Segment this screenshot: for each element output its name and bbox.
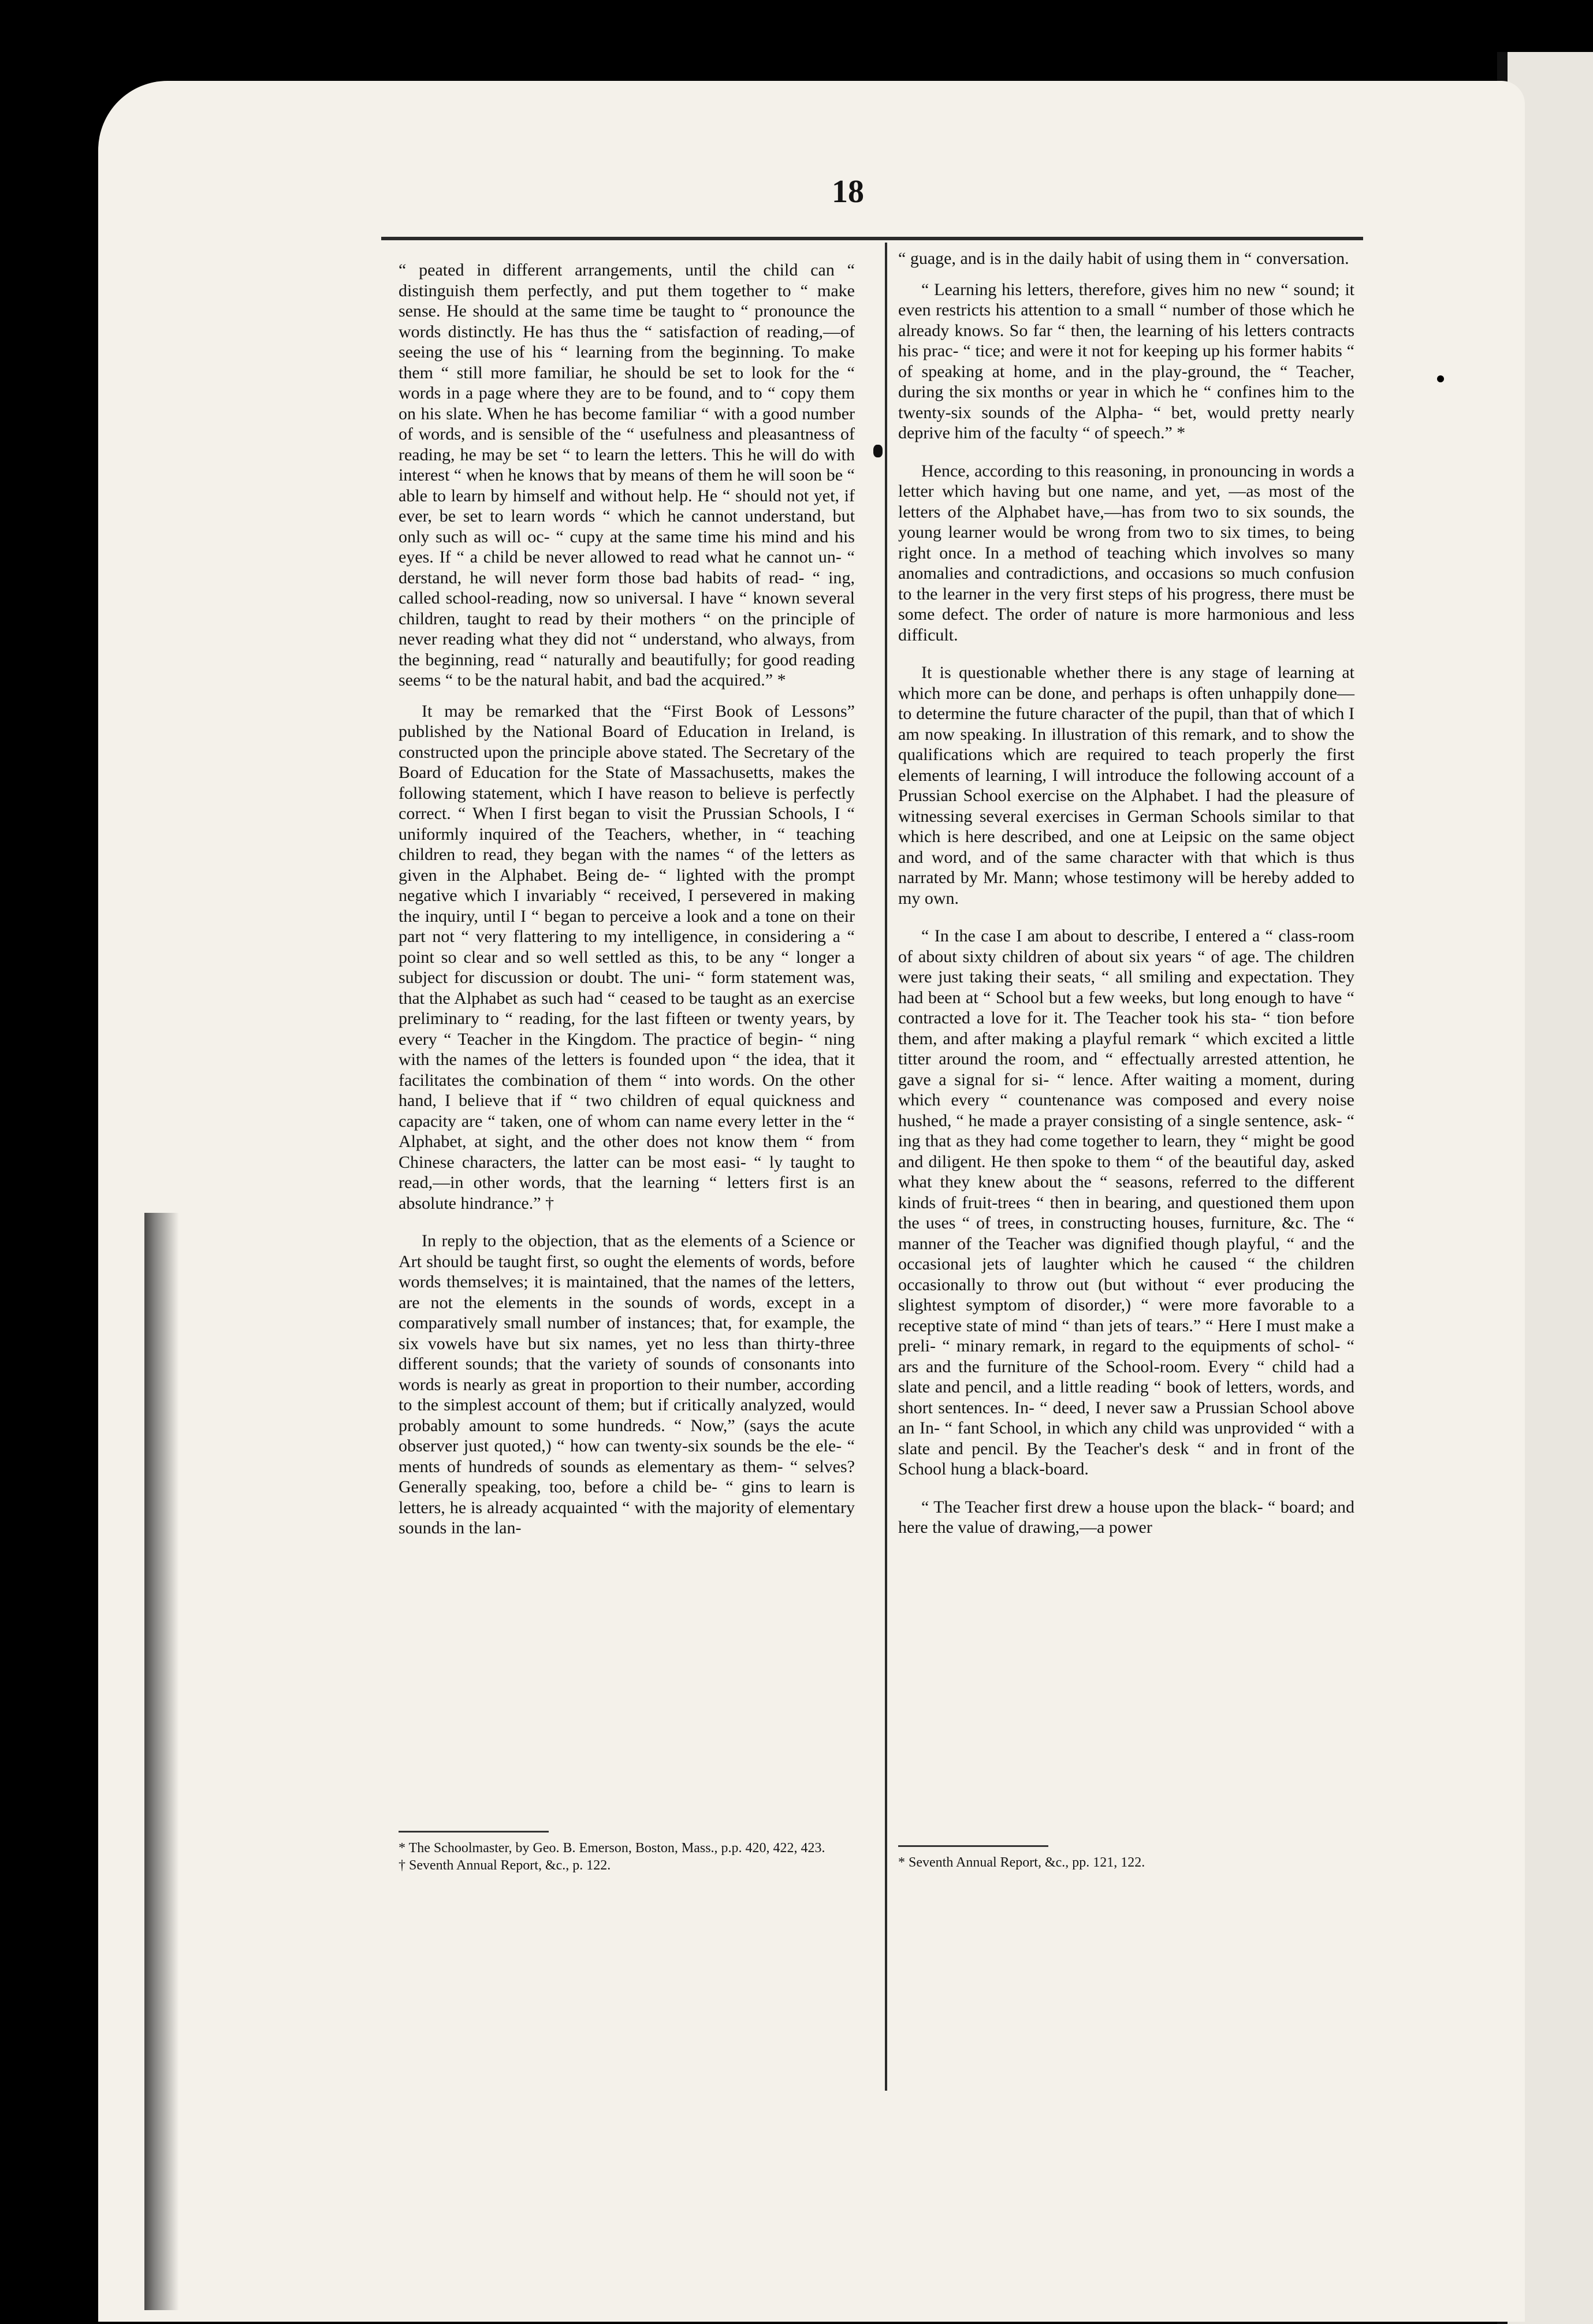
paragraph: “ The Teacher first drew a house upon the black- “ board; and here the value of drawing,—a power (898, 1497, 1354, 1537)
footnote: * The Schoolmaster, by Geo. B. Emerson, Boston, Mass., p.p. 420, 422, 423. (399, 1841, 825, 1856)
paragraph: “ peated in different arrangements, until the child can “ distinguish them perfectly, and put them together to “ make sense. He should at the same time be taught to “ pronounce the words distinctly. He has thus the “ satisfaction of reading,—of seeing the use of his “ learning from the beginning. To make them “ still more familiar, he should be set to look for the “ words in a page where they are to be found, and to “ copy them on his slate. When he has become familiar “ with a good number of words, and is sensible of the “ usefulness and pleasantness of reading, he may be set “ to learn the letters. This he will do with interest “ when he knows that by means of them he will soon be “ able to learn by himself and without help. He “ should not yet, if ever, be set to learn words “ which he cannot understand, but only such as will oc- “ cupy at the same time his mind and his eyes. If “ a child be never allowed to read what he cannot un- “ derstand, he will never form those bad habits of read- “ ing, called school-reading, now so universal. I have “ known several children, taught to read by their mothers “ on the principle of never reading what they did not “ understand, who always, from the beginning, read “ naturally and beautifully; for good reading seems “ to be the natural habit, and bad the acquired.” * (399, 260, 855, 690)
ink-blot (873, 445, 883, 457)
footnote-rule (399, 1831, 549, 1833)
page-binding-shadow (144, 1213, 179, 2310)
paragraph: In reply to the objection, that as the elements of a Science or Art should be taught first, so ought the elements of words, before words themselves; it is maintained, that the names of the letters, are not the elements in the sounds of words, except in a comparatively small number of instances; that, for example, the six vowels have but six names, yet no less than thirty-three different sounds; that the variety of sounds of consonants into words is nearly as great in proportion to their number, according to the simplest account of them; but if critically analyzed, would probably amount to some hundreds. “ Now,” (says the acute observer just quoted,) “ how can twenty-six sounds be the ele- “ ments of hundreds of sounds as elementary as them- “ selves? Generally speaking, too, before a child be- “ gins to learn is letters, he is already acquainted “ with the majority of elementary sounds in the lan- (399, 1231, 855, 1537)
ink-speck (1437, 375, 1444, 382)
paragraph: Hence, according to this reasoning, in pronouncing in words a letter which having but one name, and yet, —as most of the letters of the Alphabet have,—has from two to six sounds, the young learner would be wrong from two to six times, to being right once. In a method of teaching which involves so many anomalies and contradictions, and occasions so much confusion to the learner in the very first steps of his progress, there must be some defect. The order of nature is more harmonious and less difficult. (898, 461, 1354, 645)
column-divider (885, 243, 887, 2091)
paragraph: “ Learning his letters, therefore, gives him no new “ sound; it even restricts his attention to a small “ number of those which he already knows. So far “ then, the learning of his letters contracts his prac- “ tice; and were it not for keeping up his former habits “ of speaking at home, and in the play-ground, the “ Teacher, during the six months or year in which he “ confines him to the twenty-six sounds of the Alpha- “ bet, would pretty nearly deprive him of the faculty “ of speech.” * (898, 280, 1354, 442)
footnote: † Seventh Annual Report, &c., p. 122. (399, 1858, 611, 1873)
left-footnotes (399, 1825, 855, 1874)
left-column (399, 260, 855, 1556)
footnote: * Seventh Annual Report, &c., pp. 121, 122. (898, 1855, 1145, 1870)
paragraph: “ In the case I am about to describe, I entered a “ class-room of about sixty children of about six years “ of age. The children were just taking their seats, “ all smiling and expectation. They had been at “ School but a few weeks, but long enough to have “ contracted a love for it. The Teacher took his sta- “ tion before them, and after making a playful remark “ which excited a little titter around the room, and “ effectually arrested attention, he gave a signal for si- “ lence. After waiting a moment, during which every “ countenance was composed and every noise hushed, “ he made a prayer consisting of a single sentence, ask- “ ing that as they had come together to learn, they “ might be good and diligent. He then spoke to them “ of the beautiful day, asked what they knew about the “ seasons, referred to the different kinds of fruit-trees “ then in bearing, and questioned them upon the uses “ of trees, in constructing houses, furniture, &c. The “ manner of the Teacher was dignified though playful, “ and the occasional jets of laughter which he caused “ the children occasionally to throw out (but without “ ever producing the slightest symptom of disorder,) “ were more favorable to a receptive state of mind “ than jets of tears.” “ Here I must make a preli- “ minary remark, in regard to the equipments of schol- “ ars and the furniture of the School-room. Every “ child had a slate and pencil, and a little reading “ book of letters, words, and short sentences. In- “ deed, I never saw a Prussian School above an In- “ fant School, in which any child was unprovided “ with a slate and pencil. By the Teacher's desk “ and in front of the School hung a black-board. (898, 926, 1354, 1478)
paragraph: It may be remarked that the “First Book of Lessons” published by the National Board of Education in Ireland, is constructed upon the principle above stated. The Secretary of the Board of Education for the State of Massachusetts, makes the following statement, which I have reason to believe is perfectly correct. “ When I first began to visit the Prussian Schools, I “ uniformly inquired of the Teachers, whether, in “ teaching children to read, they began with the names “ of the letters as given in the Alphabet. Being de- “ lighted with the prompt negative which I invariably “ received, I persevered in making the inquiry, until I “ began to perceive a look and a tone on their part not “ very flattering to my intelligence, in considering a “ point so clear and so well settled as this, to be any “ longer a subject for discussion or doubt. The uni- “ form statement was, that the Alphabet as such had “ ceased to be taught as an exercise preliminary to “ reading, for the last fifteen or twenty years, by every “ Teacher in the Kingdom. The practice of begin- “ ning with the names of the letters is founded upon “ the idea, that it facilitates the combination of them “ into words. On the other hand, I believe that if “ two children of equal quickness and capacity are “ taken, one of whom can name every letter in the “ Alphabet, at sight, and the other does not know them “ from Chinese characters, the latter can be most easi- “ ly taught to read,—in other words, that the learning “ letters first is an absolute hindrance.” † (399, 701, 855, 1213)
footnote-rule (898, 1845, 1048, 1847)
header-rule (381, 237, 1363, 240)
paragraph: “ guage, and is in the daily habit of using them in “ conversation. (898, 249, 1349, 268)
right-column (898, 248, 1354, 1555)
paragraph: It is questionable whether there is any stage of learning at which more can be done, and perhaps is often unhappily done—to determine the future character of the pupil, than that of which I am now speaking. In illustration of this remark, and to show the qualifications which are required to teach properly the first elements of learning, I will introduce the following account of a Prussian School exercise on the Alphabet. I had the pleasure of witnessing several exercises in German Schools similar to that which is here described, and one at Leipsic on the same object and word, and of the same character with that which is thus narrated by Mr. Mann; whose testimony will be hereby added to my own. (898, 663, 1354, 908)
right-footnotes (898, 1839, 1354, 1871)
page-number: 18 (832, 174, 864, 210)
